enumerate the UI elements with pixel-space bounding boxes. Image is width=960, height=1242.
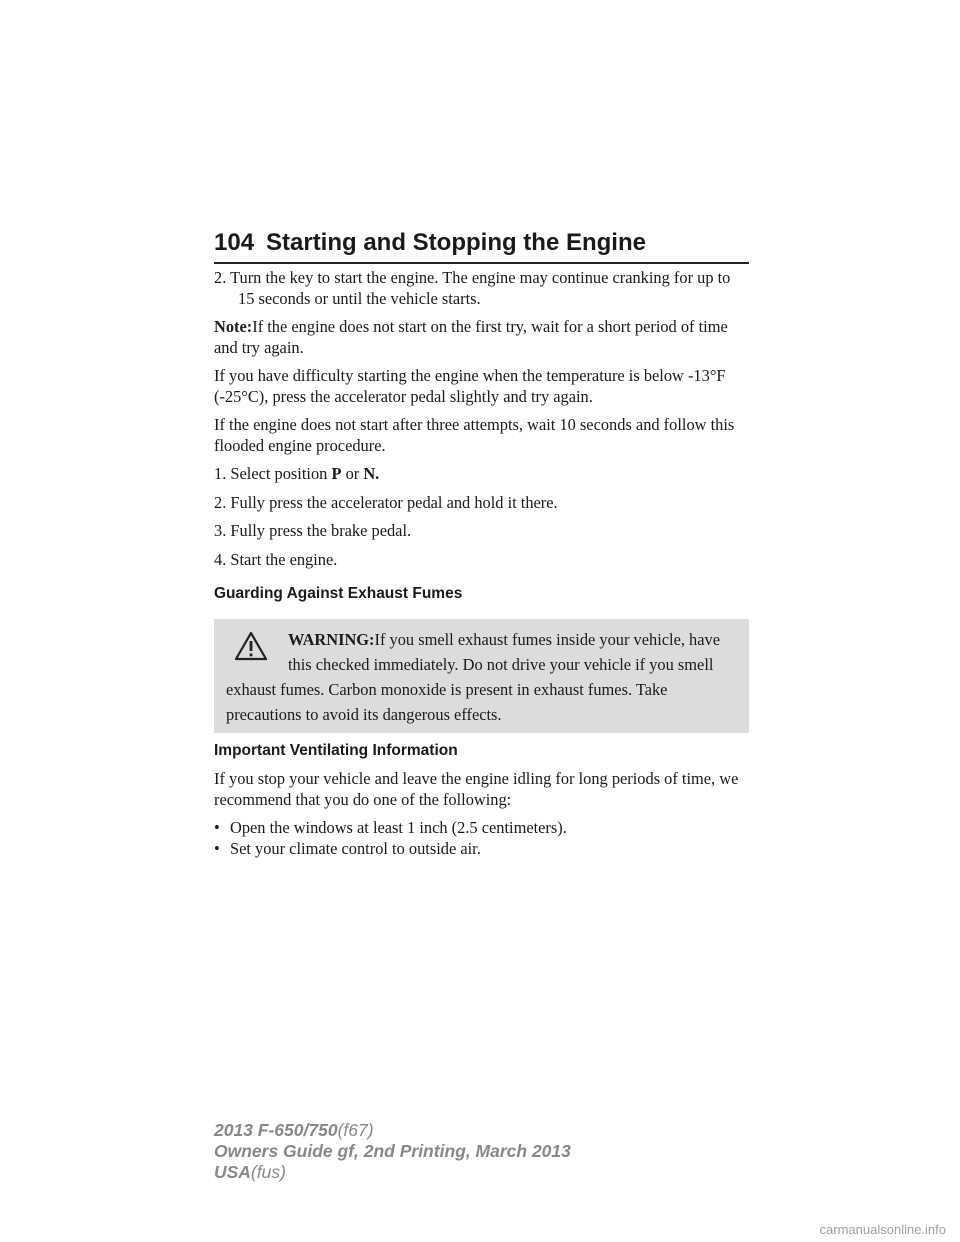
ventilation-intro: If you stop your vehicle and leave the engine idling for long periods of time, we recommend that you do one of the following: [214,769,739,809]
bullet-item: • Open the windows at least 1 inch (2.5 centimeters). [214,818,567,837]
warning-box [214,619,749,733]
flooded-step-4: 4. Start the engine. [214,549,338,569]
note-paragraph [214,317,749,358]
page-content [214,268,749,859]
warning-triangle-icon [234,631,268,661]
start-step-2: 2. Turn the key to start the engine. The engine may continue cranking for up to 15 seconds or until the vehicle starts. [214,268,731,308]
section-title: Starting and Stopping the Engine [266,229,646,256]
flooded-procedure [214,415,749,570]
flooded-step-3: 3. Fully press the brake pedal. [214,521,412,540]
bullet-item: • Set your climate control to outside air. [214,838,481,858]
watermark: carmanualsonline.info [819,1222,946,1237]
warning-rest: exhaust fumes. Carbon monoxide is present in exhaust fumes. Take precautions to avoid its dangerous effects. [226,679,668,724]
bullet-symbol: • [214,818,220,837]
page-header [214,228,749,264]
note-label: Note: [214,317,253,336]
note-text: If the engine does not start on the first try, wait for a short period of time and try again. [214,317,728,357]
bullet-symbol: • [214,838,220,858]
warning-label: WARNING: [288,629,375,649]
document-footer: 2013 F-650/750(f67) Owners Guide gf, 2nd Printing, March 2013 USA(fus) [214,1120,571,1182]
exhaust-heading: Guarding Against Exhaust Fumes [214,585,463,602]
page-number: 104 [214,229,255,256]
ventilation-heading: Important Ventilating Information [214,741,458,759]
cold-start-paragraph: If you have difficulty starting the engine when the temperature is below -13°F (-25°C), press the accelerator pedal slightly and try again. [214,366,726,406]
warning-first-lines: WARNING:If you smell exhaust fumes inside your vehicle, have this checked immediately. Do not drive your vehicle if you smell [226,627,739,677]
flooded-intro: If the engine does not start after three attempts, wait 10 seconds and follow this flooded engine procedure. [214,415,735,455]
flooded-step-1: 1. Select position P or N. [214,464,380,483]
flooded-step-2: 2. Fully press the accelerator pedal and hold it there. [214,492,558,512]
